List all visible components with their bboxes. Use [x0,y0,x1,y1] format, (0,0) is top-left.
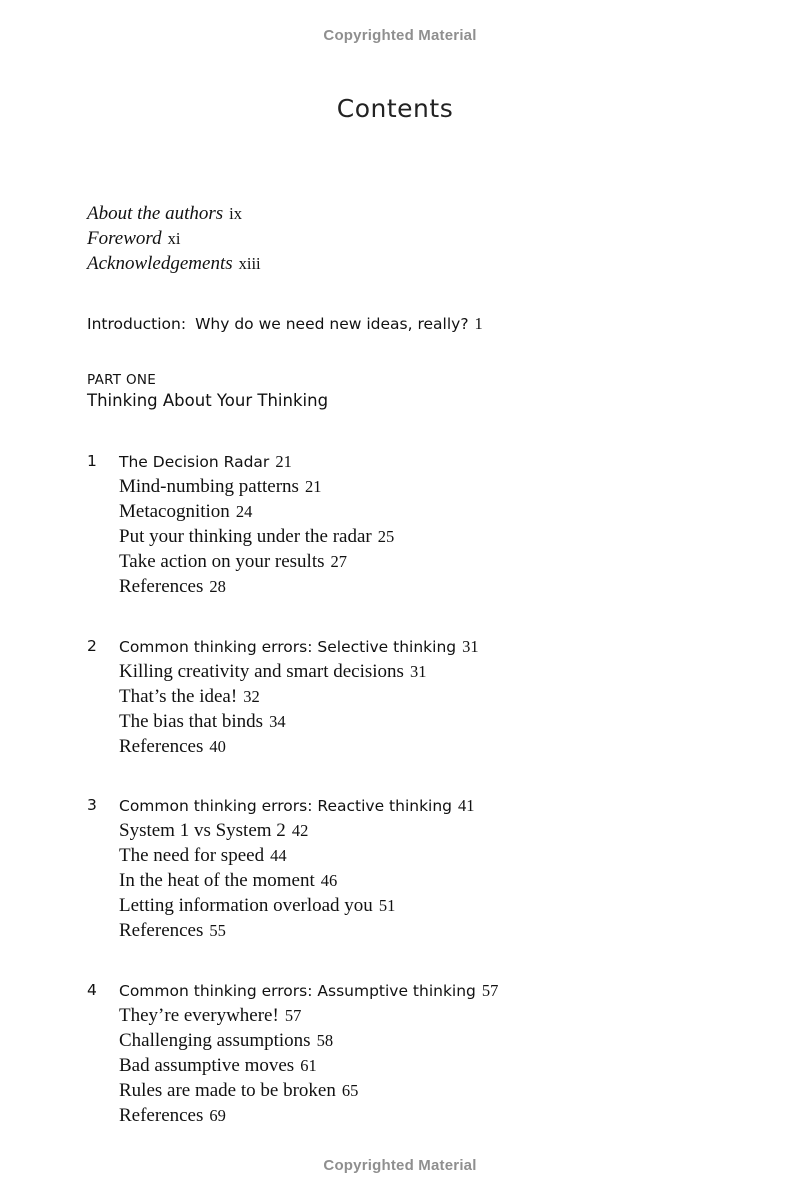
toc-entry-page: 40 [209,737,226,756]
toc-section-entry[interactable] [119,734,767,759]
toc-entry-label: Acknowledgements [87,253,233,274]
toc-section-entry[interactable] [119,918,767,943]
section-title: System 1 vs System 2 [119,820,286,841]
toc-entry-page: 57 [284,1006,302,1025]
chapter-heading[interactable] [87,978,767,1003]
section-list [87,1003,767,1128]
toc-section-entry[interactable] [119,574,767,599]
section-title: In the heat of the moment [119,870,315,891]
front-matter-list [87,201,261,276]
section-list [87,474,767,599]
section-title: Put your thinking under the radar [119,526,372,547]
toc-section-entry[interactable] [119,1053,767,1078]
toc-entry-page: 58 [316,1031,334,1050]
section-title: Killing creativity and smart decisions [119,661,404,682]
section-list [87,818,767,943]
section-title: Rules are made to be broken [119,1080,336,1101]
chapter-number: 1 [87,452,97,470]
section-title: They’re everywhere! [119,1005,279,1026]
toc-section-entry[interactable] [119,843,767,868]
toc-section-entry[interactable] [119,659,767,684]
section-title: References [119,736,204,757]
toc-entry-label: Foreword [87,228,162,249]
chapter-3 [87,793,767,943]
toc-entry-foreword[interactable] [87,226,261,251]
toc-entry-page: 31 [409,662,427,681]
toc-entry-page: xiii [238,254,261,273]
chapter-title: Common thinking errors: Assumptive thinking [119,982,476,1000]
toc-entry-page: 61 [300,1056,317,1075]
toc-entry-page: 28 [209,577,226,596]
toc-entry-page: 44 [270,846,287,865]
toc-entry-page: 21 [275,452,292,471]
section-list [87,659,767,759]
section-title: The bias that binds [119,711,264,732]
toc-entry-page: ix [229,204,243,223]
toc-section-entry[interactable] [119,709,767,734]
chapter-title: Common thinking errors: Selective thinking [119,638,457,656]
section-title: References [119,1105,204,1126]
section-title: References [119,576,204,597]
chapter-4 [87,978,767,1128]
chapter-heading[interactable] [87,634,767,659]
toc-entry-page: 1 [474,314,483,333]
chapter-heading[interactable] [87,449,767,474]
toc-entry-page: 51 [378,896,396,915]
toc-entry-page: 65 [341,1081,359,1100]
toc-entry-page: 55 [209,921,226,940]
chapter-heading[interactable] [87,793,767,818]
introduction-title: Why do we need new ideas, really? [195,315,469,333]
section-title: Letting information overload you [119,895,373,916]
toc-entry-page: 31 [462,637,479,656]
copyright-watermark-top: Copyrighted Material [323,27,477,44]
toc-section-entry[interactable] [119,818,767,843]
toc-entry-acknowledgements[interactable] [87,251,261,276]
page-title: Contents [336,94,454,123]
toc-entry-introduction[interactable] [87,311,483,336]
section-title: Bad assumptive moves [119,1055,295,1076]
part-title: Thinking About Your Thinking [87,391,329,410]
section-title: Challenging assumptions [119,1030,311,1051]
toc-entry-page: 34 [269,712,286,731]
toc-entry-about-authors[interactable] [87,201,261,226]
toc-section-entry[interactable] [119,474,767,499]
toc-section-entry[interactable] [119,1103,767,1128]
toc-entry-page: 57 [481,981,499,1000]
toc-entry-label: About the authors [87,203,224,224]
toc-entry-page: 21 [304,477,322,496]
toc-entry-page: 46 [320,871,338,890]
section-title: The need for speed [119,845,265,866]
chapter-number: 4 [87,981,97,999]
toc-entry-page: 42 [291,821,309,840]
toc-entry-page: 27 [330,552,348,571]
chapter-title: Common thinking errors: Reactive thinking [119,797,453,815]
chapter-number: 2 [87,637,97,655]
toc-entry-page: xi [167,229,181,248]
part-label: PART ONE [87,372,157,388]
toc-section-entry[interactable] [119,524,767,549]
toc-section-entry[interactable] [119,893,767,918]
toc-entry-page: 41 [458,796,475,815]
toc-section-entry[interactable] [119,1078,767,1103]
toc-section-entry[interactable] [119,1003,767,1028]
chapter-2 [87,634,767,759]
toc-section-entry[interactable] [119,549,767,574]
toc-section-entry[interactable] [119,1028,767,1053]
section-title: Take action on your results [119,551,325,572]
toc-section-entry[interactable] [119,499,767,524]
toc-entry-page: 24 [235,502,253,521]
introduction-label: Introduction: [87,315,187,333]
toc-entry-page: 69 [209,1106,226,1125]
section-title: That’s the idea! [119,686,238,707]
copyright-watermark-bottom: Copyrighted Material [323,1157,477,1174]
chapter-number: 3 [87,796,97,814]
chapter-1 [87,449,767,599]
section-title: References [119,920,204,941]
toc-section-entry[interactable] [119,684,767,709]
section-title: Mind-numbing patterns [119,476,299,497]
toc-section-entry[interactable] [119,868,767,893]
toc-entry-page: 32 [243,687,260,706]
section-title: Metacognition [119,501,230,522]
chapter-title: The Decision Radar [119,453,270,471]
toc-entry-page: 25 [377,527,395,546]
